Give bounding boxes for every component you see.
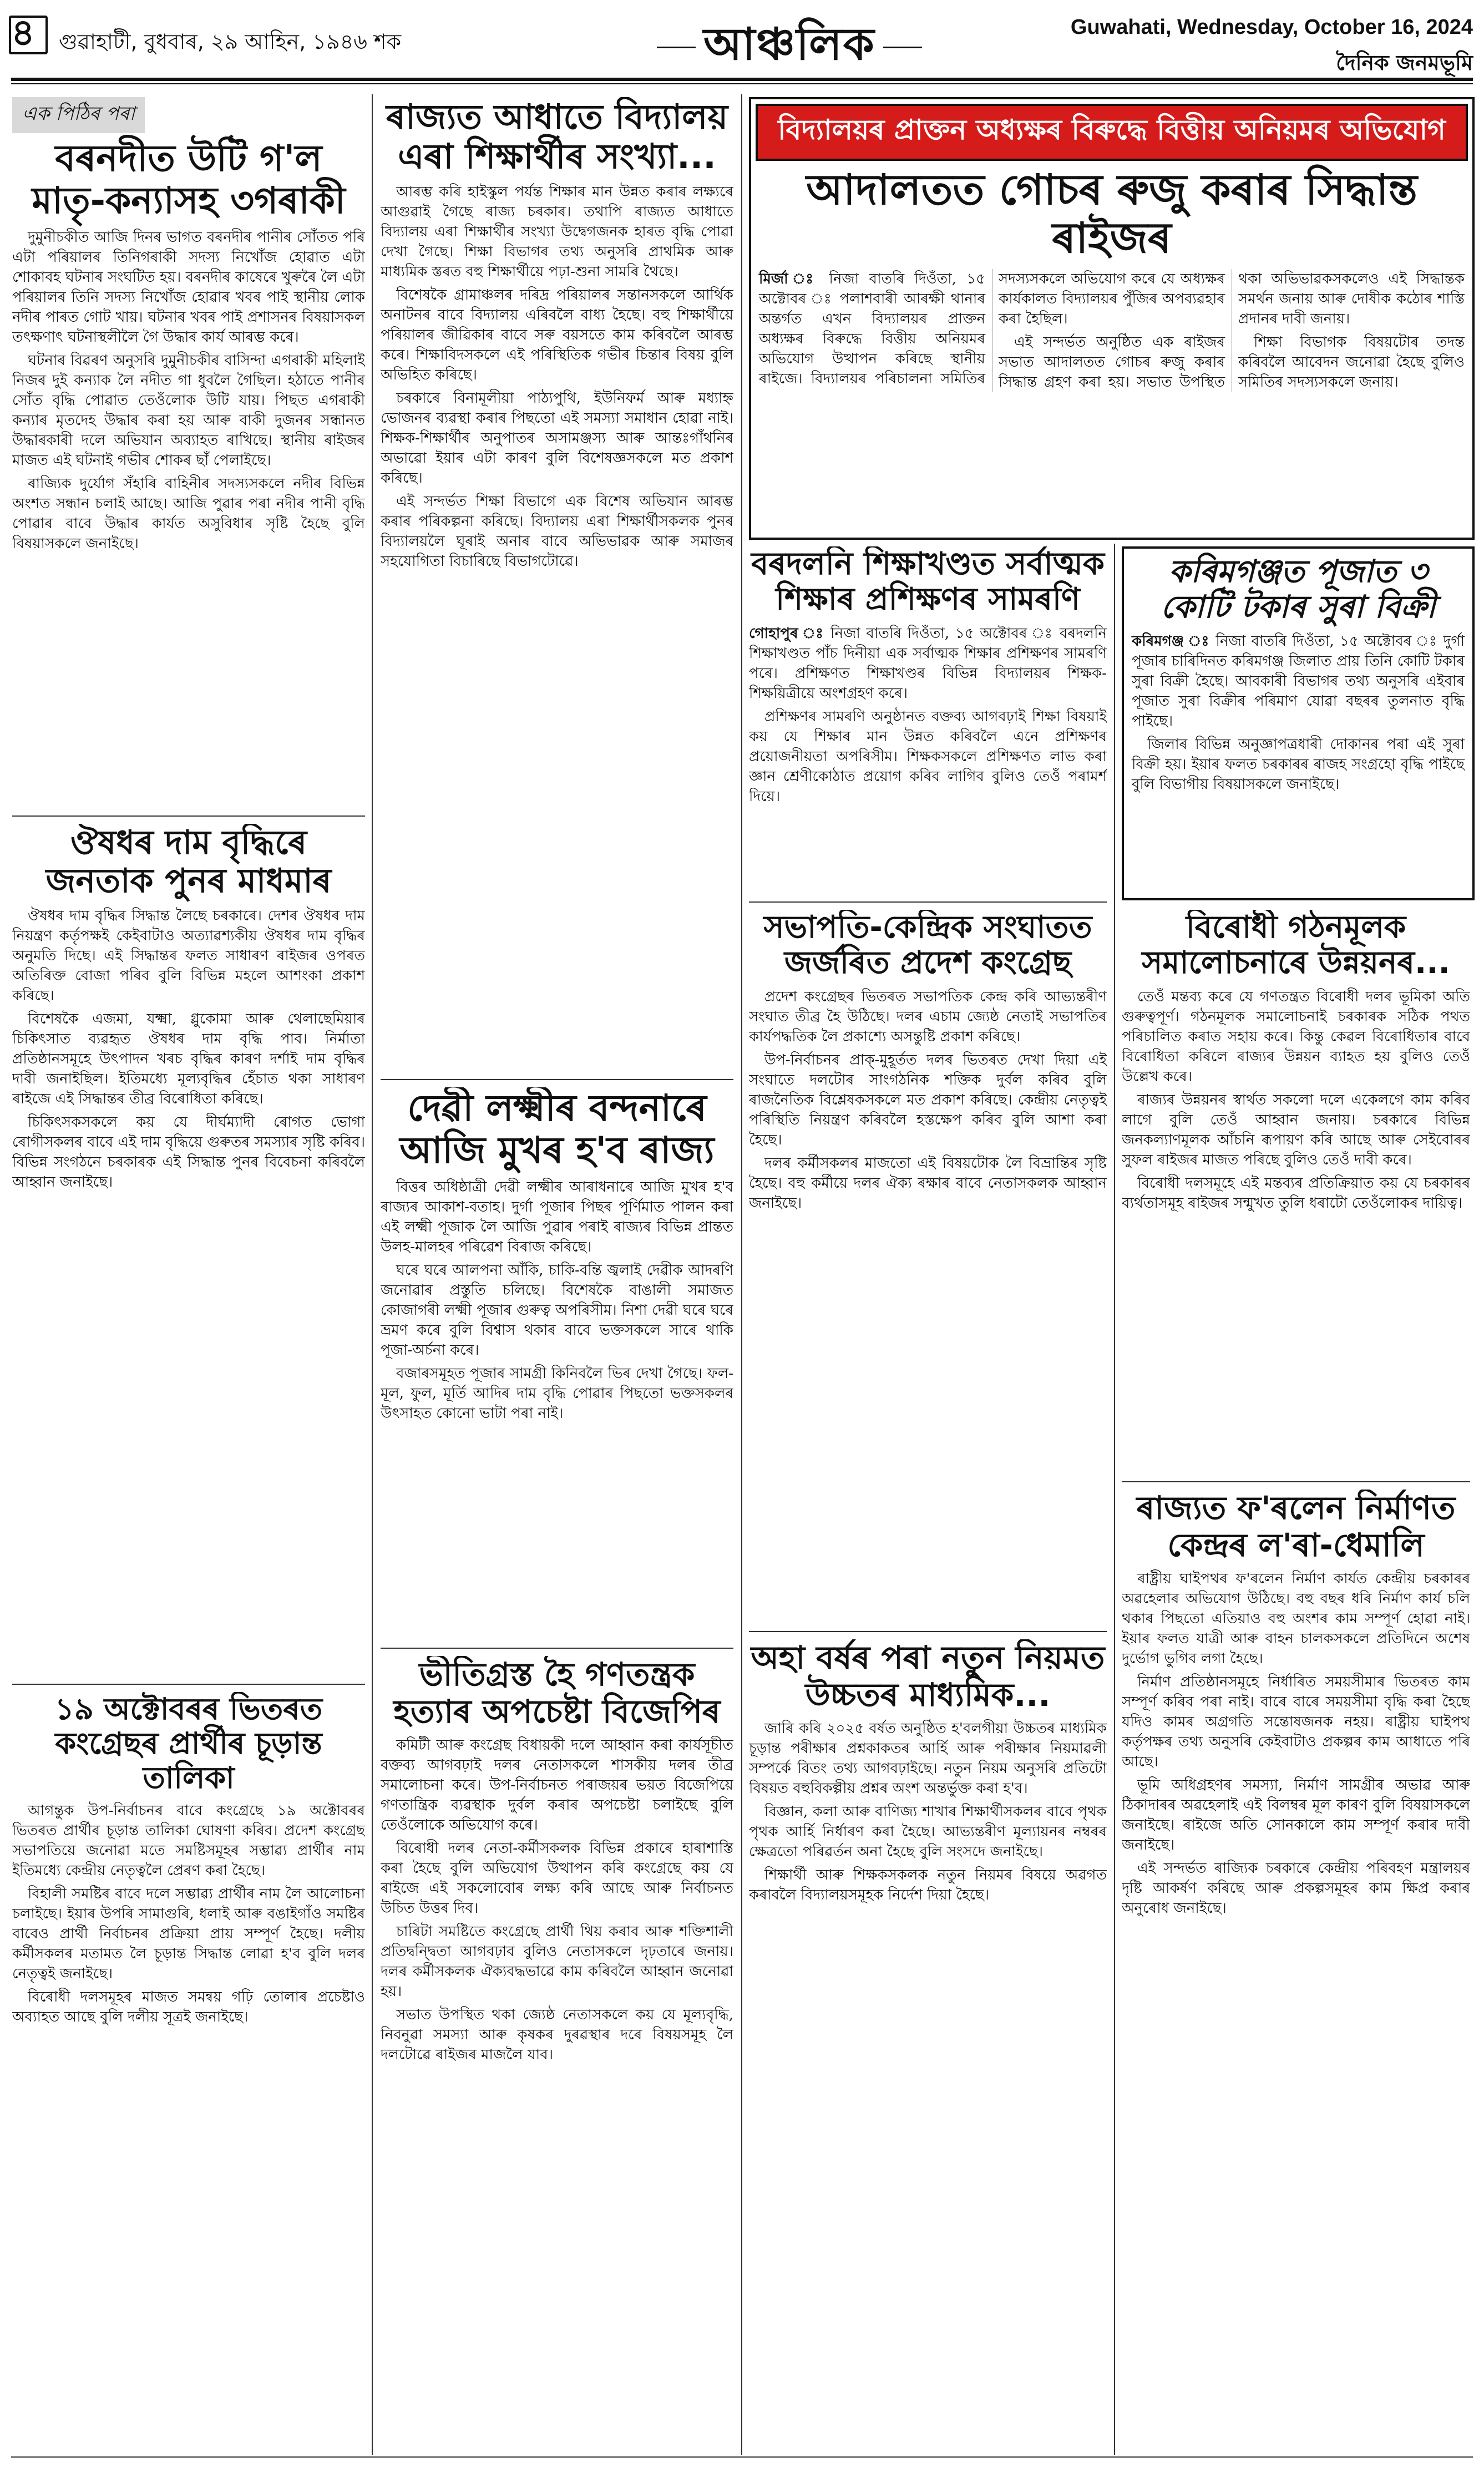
paragraph: এই সন্দৰ্ভত ৰাজ্যিক চৰকাৰে কেন্দ্ৰীয় পৰিবহণ মন্ত্ৰালয়ৰ দৃষ্টি আকৰ্ষণ কৰিছে আৰু প্ৰকল্পসমূহৰ কাম ক্ষিপ্ৰ কৰাৰ অনুৰোধ জনাইছে। [1122, 1860, 1470, 1917]
article-body [749, 1719, 1107, 1905]
paragraph-text: নিজা বাতৰি দিওঁতা, ১৫ অক্টোবৰ ঃ দুৰ্গা পূজাৰ চাৰিদিনত কৰিমগঞ্জ জিলাত প্ৰায় তিনি কোটি টকাৰ সুৰা বিক্ৰী হৈছে। আবকাৰী বিভাগৰ তথ্য অনুসৰি এইবাৰ পূজাত সুৰা বিক্ৰীৰ পৰিমাণ যোৱা বছৰৰ তুলনাত বৃদ্ধি পাইছে। [1132, 632, 1465, 730]
article-congress-conflict [749, 910, 1107, 1625]
paragraph: জিলাৰ বিভিন্ন অনুজ্ঞাপত্ৰধাৰী দোকানৰ পৰা এই সুৰা বিক্ৰী হয়। ইয়াৰ ফলত চৰকাৰৰ ৰাজহ সংগ্ৰহো বৃদ্ধি পাইছে বুলি বিভাগীয় বিষয়াসকলে জনাইছে। [1132, 736, 1465, 793]
dateline: মিৰ্জা ঃ [759, 270, 819, 287]
headline: বিৰোধী গঠনমূলক সমালোচনাৰে উন্নয়নৰ... [1142, 910, 1450, 981]
ornament-left [657, 47, 696, 48]
article-principal-financial-irregularity [749, 97, 1475, 540]
paragraph-text: নিজা বাতৰি দিওঁতা, ১৫ অক্টোবৰ ঃ বৰদলনি শিক্ষাখণ্ডত পাঁচ দিনীয়া এক সৰ্বাত্মক শিক্ষাৰ প্ৰশিক্ষণৰ সামৰণি পৰে। প্ৰশিক্ষণত শিক্ষাখণ্ডৰ বিভিন্ন বিদ্যালয়ৰ শিক্ষক-শিক্ষয়িত্ৰীয়ে অংশগ্ৰহণ কৰে। [749, 625, 1107, 702]
paragraph: বিশেষকৈ গ্ৰামাঞ্চলৰ দৰিদ্ৰ পৰিয়ালৰ সন্তানসকলে আৰ্থিক অনাটনৰ বাবে বিদ্যালয় এৰিবলৈ বাধ্য হৈছে। বহু শিক্ষাৰ্থীয়ে পৰিয়ালৰ জীৱিকাৰ বাবে সৰু বয়সতে কাম কৰিবলৈ আৰম্ভ কৰে। শিক্ষাবিদসকলে এই পৰিস্থিতিক গভীৰ চিন্তাৰ বিষয় বুলি অভিহিত কৰিছে। [381, 286, 733, 383]
headline: আদালতত গোচৰ ৰুজু কৰাৰ সিদ্ধান্ত ৰাইজৰ [806, 165, 1417, 263]
article-bjp-democracy [381, 1656, 733, 2452]
paragraph: বিৰোধী দলসমূহৰ মাজত সমন্বয় গঢ়ি তোলাৰ প্ৰচেষ্টাও অব্যাহত আছে বুলি দলীয় সূত্ৰই জনাইছে। [12, 1989, 365, 2026]
paragraph: সভাত উপস্থিত থকা জ্যেষ্ঠ নেতাসকলে কয় যে মূল্যবৃদ্ধি, নিবনুৱা সমস্যা আৰু কৃষকৰ দুৰৱস্থাৰ দৰে বিষয়সমূহ লৈ দলটোৱে ৰাইজৰ মাজলৈ যাব। [381, 2007, 733, 2064]
paragraph: ঘৰে ঘৰে আলপনা আঁকি, চাকি-বন্তি জ্বলাই দেৱীক আদৰণি জনোৱাৰ প্ৰস্তুতি চলিছে। বিশেষকৈ বাঙালী সমাজত কোজাগৰী লক্ষ্মী পূজাৰ গুৰুত্ব অপৰিসীম। নিশা দেৱী ঘৰে ঘৰে ভ্ৰমণ কৰে বুলি বিশ্বাস থকাৰ বাবে ভক্তসকলে সাৰে থাকি পূজা-অৰ্চনা কৰে। [381, 1262, 733, 1359]
paragraph: বিশেষকৈ এজমা, যক্ষ্মা, গ্লুকোমা আৰু থেলাছেমিয়াৰ চিকিৎসাত ব্যৱহৃত ঔষধৰ দাম বৃদ্ধি পাব। নিৰ্মাতা প্ৰতিষ্ঠানসমূহে উৎপাদন খৰচ বৃদ্ধিৰ কাৰণ দৰ্শাই দাম বৃদ্ধিৰ দাবী জনাইছিল। ইতিমধ্যে মূল্যবৃদ্ধিৰ হেঁচাত থকা সাধাৰণ ৰাইজে এই সিদ্ধান্তৰ তীব্ৰ বিৰোধিতা কৰিছে। [12, 1011, 365, 1107]
page-number: ৪ [11, 11, 35, 54]
article-divider [381, 1079, 733, 1080]
paragraph: ৰাজ্যিক দুৰ্যোগ সঁহাৰি বাহিনীৰ সদস্যসকলে নদীৰ বিভিন্ন অংশত সন্ধান চলাই আছে। আজি পুৱাৰ পৰা নদীৰ পানী বৃদ্ধি পোৱাৰ বাবে উদ্ধাৰ কাৰ্যত অসুবিধাৰ সৃষ্টি হৈছে বুলি বিষয়াসকলে জনাইছে। [12, 475, 365, 552]
paragraph: আগন্তুক উপ-নিৰ্বাচনৰ বাবে কংগ্ৰেছে ১৯ অক্টোবৰৰ ভিতৰত প্ৰাৰ্থীৰ চূড়ান্ত তালিকা ঘোষণা কৰিব। প্ৰদেশ কংগ্ৰেছ সভাপতিয়ে জনোৱা মতে সমষ্টিসমূহৰ সম্ভাৱ্য প্ৰাৰ্থীৰ নাম ইতিমধ্যে কেন্দ্ৰীয় নেতৃত্বলৈ প্ৰেৰণ কৰা হৈছে। [12, 1802, 365, 1880]
headline: অহা বৰ্ষৰ পৰা নতুন নিয়মত উচ্চতৰ মাধ্যমিক... [751, 1639, 1105, 1714]
paragraph [749, 624, 1107, 703]
article-body [1122, 987, 1470, 1213]
paragraph: আৰম্ভ কৰি হাইস্কুল পৰ্যন্ত শিক্ষাৰ মান উন্নত কৰাৰ লক্ষ্যৰে আগুৱাই গৈছে ৰাজ্য চৰকাৰ। তথাপি ৰাজ্যত আধাতে বিদ্যালয় এৰা শিক্ষাৰ্থীৰ সংখ্যা উদ্বেগজনক হাৰত বৃদ্ধি পোৱা দেখা গৈছে। শিক্ষা বিভাগৰ তথ্য অনুসৰি প্ৰাথমিক আৰু মাধ্যমিক স্তৰত বহু শিক্ষাৰ্থীয়ে পঢ়া-শুনা সামৰি থৈছে। [381, 183, 733, 280]
paragraph: ৰাষ্ট্ৰীয় ঘাইপথৰ ফ'ৰলেন নিৰ্মাণ কাৰ্যত কেন্দ্ৰীয় চৰকাৰৰ অৱহেলাৰ অভিযোগ উঠিছে। বহু বছৰ ধৰি নিৰ্মাণ কাৰ্য চলি থকাৰ পিছতো এতিয়াও বহু অংশৰ কাম সম্পূৰ্ণ হোৱা নাই। ইয়াৰ ফলত যাত্ৰী আৰু বাহন চালকসকলে প্ৰতিদিনে অশেষ দুৰ্ভোগ ভুগিব লগা হৈছে। [1122, 1571, 1470, 1668]
article-medicine-price-hike [12, 824, 365, 1678]
paragraph: চাৰিটা সমষ্টিতে কংগ্ৰেছে প্ৰাৰ্থী থিয় কৰাব আৰু শক্তিশালী প্ৰতিদ্বন্দ্বিতা আগবঢ়াব বুলিও নেতাসকলে দৃঢ়তাৰে জনায়। দলৰ কৰ্মীসকলক ঐক্যবদ্ধভাৱে কাম কৰিবলৈ আহ্বান জনোৱা হয়। [381, 1923, 733, 2000]
column-divider [372, 94, 373, 2455]
article-karimganj-liquor-sale [1122, 546, 1475, 900]
paragraph: চৰকাৰে বিনামূলীয়া পাঠ্যপুথি, ইউনিফৰ্ম আৰু মধ্যাহ্ন ভোজনৰ ব্যৱস্থা কৰাৰ পিছতো এই সমস্যা সমাধান হোৱা নাই। শিক্ষক-শিক্ষাৰ্থীৰ অনুপাতৰ অসামঞ্জস্য আৰু আন্তঃগাঁথনিৰ অভাৱো ইয়াৰ এটা কাৰণ বুলি বিশেষজ্ঞসকলে মত প্ৰকাশ কৰিছে। [381, 389, 733, 487]
headline: ভীতিগ্ৰস্ত হৈ গণতন্ত্ৰক হত্যাৰ অপচেষ্টা বিজেপিৰ [393, 1656, 721, 1730]
article-body [1124, 631, 1472, 794]
ornament-right [883, 47, 922, 48]
article-school-dropouts [381, 97, 733, 1073]
masthead-rule [11, 78, 1473, 81]
column-divider [1114, 544, 1115, 2455]
dateline: গোহাপুৰ ঃ [749, 625, 825, 642]
headline: ৰাজ্যত ফ'ৰলেন নিৰ্মাণত কেন্দ্ৰৰ ল'ৰা-ধেমালি [1136, 1490, 1456, 1564]
paper-brand: দৈনিক জনমভূমি [1336, 50, 1473, 75]
article-body [1122, 1569, 1470, 1918]
paragraph-text: নিজা বাতৰি দিওঁতা, ১৫ অক্টোবৰ ঃ পলাশবাৰী আৰক্ষী থানাৰ অন্তৰ্গত এখন বিদ্যালয়ৰ প্ৰাক্তন অধ্যক্ষৰ বিৰুদ্ধে বিত্তীয় অনিয়মৰ অভিযোগ উত্থাপন কৰিছে স্থানীয় ৰাইজে। বিদ্যালয়ৰ পৰিচালনা সমিতিৰ সদস্যসকলে অভিযোগ কৰে যে অধ্যক্ষৰ কাৰ্যকালত বিদ্যালয়ৰ পুঁজিৰ অপব্যৱহাৰ কৰা হৈছিল। [759, 270, 1225, 387]
banner-kicker: বিদ্যালয়ৰ প্ৰাক্তন অধ্যক্ষৰ বিৰুদ্ধে বিত্তীয় অনিয়মৰ অভিযোগ [756, 104, 1468, 161]
article-body [381, 182, 733, 571]
article-opposition-criticism [1122, 910, 1470, 1476]
bottom-rule [11, 2456, 1473, 2458]
section-title [649, 10, 930, 84]
article-body [12, 906, 365, 1192]
headline: কৰিমগঞ্জত পূজাত ৩ কোটি টকাৰ সুৰা বিক্ৰী [1161, 554, 1436, 626]
date-english: Guwahati, Wednesday, October 16, 2024 [1070, 16, 1473, 39]
article-body [12, 227, 365, 554]
paragraph: শিক্ষা বিভাগক বিষয়টোৰ তদন্ত কৰিবলৈ আবেদন জনোৱা হৈছে বুলিও সমিতিৰ সদস্যসকলে জনায়। [1238, 333, 1465, 391]
article-congress-candidate-list [12, 1692, 365, 2452]
paragraph: প্ৰশিক্ষণৰ সামৰণি অনুষ্ঠানত বক্তব্য আগবঢ়াই শিক্ষা বিষয়াই কয় যে শিক্ষাৰ মান উন্নত কৰিবলৈ এনে প্ৰশিক্ষণৰ প্ৰয়োজনীয়তা অপৰিসীম। শিক্ষকসকলে প্ৰশিক্ষণত লাভ কৰা জ্ঞান শ্ৰেণীকোঠাত প্ৰয়োগ কৰিব লাগিব বুলিও তেওঁ পৰামৰ্শ দিয়ে। [749, 708, 1107, 805]
article-divider [381, 1648, 733, 1649]
article-divider [749, 1631, 1107, 1632]
article-divider [12, 815, 365, 817]
paragraph: চিকিৎসকসকলে কয় যে দীৰ্ঘম্যাদী ৰোগত ভোগা ৰোগীসকলৰ বাবে এই দাম বৃদ্ধিয়ে গুৰুতৰ সমস্যাৰ সৃষ্টি কৰিব। বিভিন্ন সংগঠনে চৰকাৰক এই সিদ্ধান্ত পুনৰ বিবেচনা কৰিবলৈ আহ্বান জনাইছে। [12, 1114, 365, 1191]
paragraph: এই সন্দৰ্ভত শিক্ষা বিভাগে এক বিশেষ অভিযান আৰম্ভ কৰাৰ পৰিকল্পনা কৰিছে। বিদ্যালয় এৰা শিক্ষাৰ্থীসকলক পুনৰ বিদ্যালয়লৈ ঘূৰাই অনাৰ বাবে অভিভাৱক আৰু সমাজৰ সহযোগিতা বিচাৰিছে বিভাগটোৱে। [381, 493, 733, 570]
article-divider [1122, 1481, 1470, 1482]
paragraph: প্ৰদেশ কংগ্ৰেছৰ ভিতৰত সভাপতিক কেন্দ্ৰ কৰি আভ্যন্তৰীণ সংঘাত তীব্ৰ হৈ উঠিছে। দলৰ এচাম জ্যেষ্ঠ নেতাই সভাপতিৰ কাৰ্যপদ্ধতিক লৈ প্ৰকাশ্যে অসন্তুষ্টি প্ৰকাশ কৰিছে। [749, 988, 1107, 1045]
paragraph: শিক্ষাৰ্থী আৰু শিক্ষকসকলক নতুন নিয়মৰ বিষয়ে অৱগত কৰাবলৈ বিদ্যালয়সমূহক নিৰ্দেশ দিয়া হৈছে। [749, 1867, 1107, 1904]
paragraph: ঘটনাৰ বিৱৰণ অনুসৰি দুমুনীচকীৰ বাসিন্দা এগৰাকী মহিলাই নিজৰ দুই কন্যাক লৈ নদীত গা ধুবলৈ গৈছিল। হঠাতে পানীৰ সোঁত বৃদ্ধি পোৱাত তেওঁলোক উটি যায়। পিছত এগৰাকী কন্যাৰ মৃতদেহ উদ্ধাৰ কৰা হয় আৰু বাকী দুজনৰ সন্ধানত উদ্ধাৰকাৰী দলে অভিযান অব্যাহত ৰাখিছে। স্থানীয় ৰাইজৰ মাজত এই ঘটনাই গভীৰ শোকৰ ছাঁ পেলাইছে। [12, 352, 365, 469]
masthead-rule-thin [11, 83, 1473, 84]
article-training-conclusion [749, 546, 1107, 896]
headline: ১৯ অক্টোবৰৰ ভিতৰত কংগ্ৰেছৰ প্ৰাৰ্থীৰ চূড়ান্ত তালিকা [54, 1692, 323, 1796]
article-body [749, 987, 1107, 1213]
article-body [12, 1801, 365, 2027]
paragraph: বিহালী সমষ্টিৰ বাবে দলে সম্ভাৱ্য প্ৰাৰ্থীৰ নাম লৈ আলোচনা চলাইছে। ইয়াৰ উপৰি সামাগুৰি, ধলাই আৰু বঙাইগাঁও সমষ্টিৰ বাবেও প্ৰাৰ্থী নিৰ্বাচনৰ প্ৰক্ৰিয়া প্ৰায় সম্পূৰ্ণ হৈছে। দলীয় কৰ্মীসকলৰ মতামত লৈ চূড়ান্ত সিদ্ধান্ত লোৱা হ'ব বুলি দলৰ নেতৃত্বই জনাইছে। [12, 1886, 365, 1983]
date-assamese: গুৱাহাটী, বুধবাৰ, ২৯ আহিন, ১৯৪৬ শক [59, 29, 402, 54]
article-body [751, 269, 1472, 392]
article-divider [12, 1684, 365, 1685]
article-mother-daughters-drowned [12, 97, 365, 810]
paragraph: কমিটী আৰু কংগ্ৰেছ বিধায়কী দলে আহ্বান কৰা কাৰ্যসূচীত বক্তব্য আগবঢ়াই দলৰ নেতাসকলে শাসকীয় দলৰ তীব্ৰ সমালোচনা কৰে। উপ-নিৰ্বাচনত পৰাজয়ৰ ভয়ত বিজেপিয়ে গণতান্ত্ৰিক ব্যৱস্থাক দুৰ্বল কৰাৰ অপচেষ্টা চলাইছে বুলি তেওঁলোকে অভিযোগ কৰে। [381, 1737, 733, 1834]
paragraph: বিৰোধী দলৰ নেতা-কৰ্মীসকলক বিভিন্ন প্ৰকাৰে হাৰাশাস্তি কৰা হৈছে বুলি অভিযোগ উত্থাপন কৰি কংগ্ৰেছে কয় যে ৰাইজে এই সকলোবোৰ লক্ষ্য কৰি আছে আৰু নিৰ্বাচনত উচিত উত্তৰ দিব। [381, 1840, 733, 1917]
column-divider [741, 94, 742, 2455]
article-body [381, 1177, 733, 1424]
paragraph: বিজ্ঞান, কলা আৰু বাণিজ্য শাখাৰ শিক্ষাৰ্থীসকলৰ বাবে পৃথক পৃথক আৰ্হি নিৰ্ধাৰণ কৰা হৈছে। আভ্যন্তৰীণ মূল্যায়নৰ নম্বৰৰ ক্ষেত্ৰতো পৰিৱৰ্তন অনা হৈছে বুলি সংসদে জনাইছে। [749, 1804, 1107, 1861]
paragraph: উপ-নিৰ্বাচনৰ প্ৰাক্-মুহূৰ্তত দলৰ ভিতৰত দেখা দিয়া এই সংঘাতে দলটোৰ সাংগঠনিক শক্তিক দুৰ্বল কৰিব বুলি ৰাজনৈতিক বিশ্লেষকসকলে মত প্ৰকাশ কৰিছে। কেন্দ্ৰীয় নেতৃত্বই পৰিস্থিতি নিয়ন্ত্ৰণ কৰিবলৈ হস্তক্ষেপ কৰিব বুলি আশা কৰা হৈছে। [749, 1051, 1107, 1148]
section-title-text: আঞ্চলিক [703, 18, 875, 70]
paragraph: বজাৰসমূহত পূজাৰ সামগ্ৰী কিনিবলৈ ভিৰ দেখা গৈছে। ফল-মূল, ফুল, মূৰ্তি আদিৰ দাম বৃদ্ধি পোৱাৰ পিছতো ভক্তসকলৰ উৎসাহত কোনো ভাটা পৰা নাই। [381, 1365, 733, 1422]
article-divider [749, 901, 1107, 903]
headline: দেৱী লক্ষ্মীৰ বন্দনাৰে আজি মুখৰ হ'ব ৰাজ্য [399, 1087, 715, 1172]
paragraph: বিৰোধী দলসমূহে এই মন্তব্যৰ প্ৰতিক্ৰিয়াত কয় যে চৰকাৰৰ ব্যৰ্থতাসমূহ ৰাইজৰ সন্মুখত তুলি ধৰাটো তেওঁলোকৰ দায়িত্ব। [1122, 1174, 1470, 1212]
paragraph: ভূমি অধিগ্ৰহণৰ সমস্যা, নিৰ্মাণ সামগ্ৰীৰ অভাৱ আৰু ঠিকাদাৰৰ অৱহেলাই এই বিলম্বৰ মূল কাৰণ বুলি বিষয়াসকলে জনাইছে। ৰাইজে অতি সোনকালে কাম সম্পূৰ্ণ কৰাৰ দাবী জনাইছে। [1122, 1777, 1470, 1854]
paragraph: নিৰ্মাণ প্ৰতিষ্ঠানসমূহে নিৰ্ধাৰিত সময়সীমাৰ ভিতৰত কাম সম্পূৰ্ণ কৰিব পৰা নাই। বাৰে বাৰে সময়সীমা বৃদ্ধি কৰা হৈছে যদিও কামৰ অগ্ৰগতি সন্তোষজনক নহয়। ৰাষ্ট্ৰীয় ঘাইপথ কৰ্তৃপক্ষৰ তথ্য অনুসৰি কেইবাটাও প্ৰকল্পৰ কাম আধাতে পৰি আছে। [1122, 1674, 1470, 1771]
article-higher-secondary-rules [749, 1639, 1107, 2452]
paragraph: ৰাজ্যৰ উন্নয়নৰ স্বাৰ্থত সকলো দলে একেলগে কাম কৰিব লাগে বুলি তেওঁ আহ্বান জনায়। চৰকাৰে বিভিন্ন জনকল্যাণমূলক আঁচনি ৰূপায়ণ কৰি আছে আৰু সেইবোৰৰ সুফল ৰাইজৰ মাজত পৰিছে বুলিও তেওঁ দাবী কৰে। [1122, 1091, 1470, 1168]
paragraph: বিত্তৰ অধিষ্ঠাত্ৰী দেৱী লক্ষ্মীৰ আৰাধনাৰে আজি মুখৰ হ'ব ৰাজ্যৰ আকাশ-বতাহ। দুৰ্গা পূজাৰ পিছৰ পূৰ্ণিমাত পালন কৰা এই লক্ষ্মী পূজাক লৈ আজি পুৱাৰ পৰাই ৰাজ্যৰ বিভিন্ন প্ৰান্তত উলহ-মালহৰ পৰিৱেশ বিৰাজ কৰিছে। [381, 1178, 733, 1255]
headline: বৰনদীত উটি গ'ল মাতৃ-কন্যাসহ ৩গৰাকী [32, 137, 346, 222]
article-fourlane-construction [1122, 1490, 1470, 2452]
article-lakshmi-puja [381, 1087, 733, 1642]
paragraph: এই সন্দৰ্ভত অনুষ্ঠিত এক ৰাইজৰ সভাত আদালতত গোচৰ ৰুজু কৰাৰ সিদ্ধান্ত গ্ৰহণ কৰা হয়। সভাত উপস্থিত থকা অভিভাৱকসকলেও এই সিদ্ধান্তক সমৰ্থন জনায় আৰু দোষীক কঠোৰ শাস্তি প্ৰদানৰ দাবী জনায়। [999, 270, 1465, 391]
headline: ৰাজ্যত আধাতে বিদ্যালয় এৰা শিক্ষাৰ্থীৰ সংখ্যা... [386, 97, 728, 177]
continued-kicker: এক পিঠিৰ পৰা [12, 97, 145, 133]
paragraph: জাৰি কৰি ২০২৫ বৰ্ষত অনুষ্ঠিত হ'বলগীয়া উচ্চতৰ মাধ্যমিক চূড়ান্ত পৰীক্ষাৰ প্ৰশ্নকাকতৰ আৰ্হি আৰু পৰীক্ষাৰ নিয়মাৱলী সম্পৰ্কে বিতং তথ্য আগবঢ়াইছে। নতুন নিয়ম অনুসৰি প্ৰতিটো বিষয়ত বহুবিকল্পীয় প্ৰশ্নৰ অংশ অন্তৰ্ভুক্ত কৰা হ'ব। [749, 1720, 1107, 1797]
dateline: কৰিমগঞ্জ ঃ [1132, 632, 1211, 650]
paragraph: ঔষধৰ দাম বৃদ্ধিৰ সিদ্ধান্ত লৈছে চৰকাৰে। দেশৰ ঔষধৰ দাম নিয়ন্ত্ৰণ কৰ্তৃপক্ষই কেইবাটাও অত্যাৱশ্যকীয় ঔষধৰ দাম বৃদ্ধিৰ অনুমতি দিছে। এই সিদ্ধান্তৰ ফলত সাধাৰণ ৰাইজৰ ওপৰত অতিৰিক্ত বোজা পৰিব বুলি বিভিন্ন মহলে আশংকা প্ৰকাশ কৰিছে। [12, 908, 365, 1004]
article-body [381, 1735, 733, 2065]
headline: ঔষধৰ দাম বৃদ্ধিৰে জনতাক পুনৰ মাধমাৰ [45, 824, 332, 900]
paragraph [1132, 631, 1465, 731]
headline: বৰদলনি শিক্ষাখণ্ডত সৰ্বাত্মক শিক্ষাৰ প্ৰশিক্ষণৰ সামৰণি [751, 546, 1105, 618]
paragraph: দলৰ কৰ্মীসকলৰ মাজতো এই বিষয়টোক লৈ বিভ্ৰান্তিৰ সৃষ্টি হৈছে। বহু কৰ্মীয়ে দলৰ ঐক্য ৰক্ষাৰ বাবে নেতাসকলক আহ্বান জনাইছে। [749, 1154, 1107, 1212]
headline: সভাপতি-কেন্দ্ৰিক সংঘাতত জৰ্জৰিত প্ৰদেশ কংগ্ৰেছ [763, 910, 1092, 981]
article-body [749, 624, 1107, 807]
paragraph: তেওঁ মন্তব্য কৰে যে গণতন্ত্ৰত বিৰোধী দলৰ ভূমিকা অতি গুৰুত্বপূৰ্ণ। গঠনমূলক সমালোচনাই চৰকাৰক সঠিক পথত পৰিচালিত কৰাত সহায় কৰে। কিন্তু কেৱল বিৰোধিতাৰ বাবে বিৰোধিতা কৰিলে ৰাজ্যৰ উন্নয়ন ব্যাহত হয় বুলিও তেওঁ উল্লেখ কৰে। [1122, 988, 1470, 1085]
paragraph: দুমুনীচকীত আজি দিনৰ ভাগত বৰনদীৰ পানীৰ সোঁতত পৰি এটা পৰিয়ালৰ তিনিগৰাকী সদস্য নিখোঁজ হোৱাত এটা শোকাবহ ঘটনাৰ সংঘটিত হয়। বৰনদীৰ কাষেৰে খুৰুৰৈ লৈ এটা পৰিয়ালৰ তিনি সদস্য নিখোঁজ হোৱাৰ খবৰ পাই স্থানীয় লোক নদীৰ পাৰত গোট খায়। ঘটনাৰ খবৰ পাই প্ৰশাসনৰ বিষয়াসকল তৎক্ষণাৎ ঘটনাস্থলীলৈ গৈ উদ্ধাৰ কাৰ্য আৰম্ভ কৰে। [12, 229, 365, 346]
